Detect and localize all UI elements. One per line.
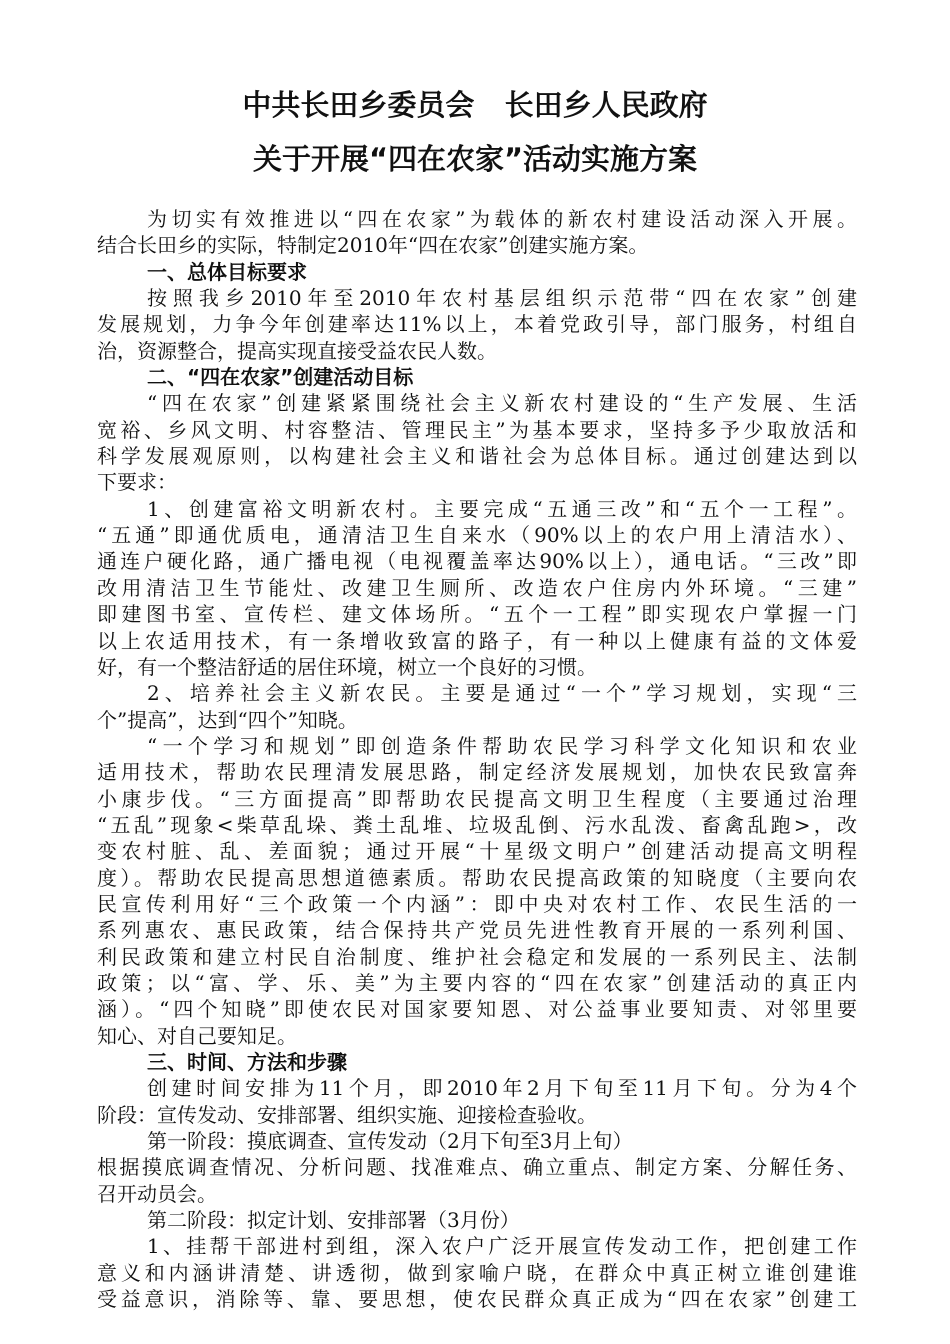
section-heading: 一、总体目标要求 <box>147 259 307 284</box>
body-text-line: 涵）。“四个知晓”即使农民对国家要知恩、对公益事业要知责、对邻里要 <box>97 997 857 1022</box>
body-text-line: 小康步伐。“三方面提高”即帮助农民提高文明卫生程度（主要通过治理 <box>97 786 857 811</box>
body-text-line: 利民政策和建立村民自治制度、维护社会稳定和发展的一系列民主、法制 <box>97 944 857 969</box>
body-text-line: 变农村脏、乱、差面貌；通过开展“十星级文明户”创建活动提高文明程 <box>97 839 857 864</box>
body-text-line: 度）。帮助农民提高思想道德素质。帮助农民提高政策的知晓度（主要向农 <box>97 865 857 890</box>
body-text-line: 个”提高”，达到“四个”知晓。 <box>97 707 358 732</box>
body-text-line: 治，资源整合，提高实现直接受益农民人数。 <box>97 338 497 363</box>
body-text-line: 1、创建富裕文明新农村。主要完成“五通三改”和“五个一工程”。 <box>147 496 857 521</box>
body-text-line: 下要求： <box>97 470 177 495</box>
body-text-line: 以上农适用技术，有一条增收致富的路子，有一种以上健康有益的文体爱 <box>97 628 857 653</box>
body-text-line: 发展规划，力争今年创建率达11%以上，本着党政引导，部门服务，村组自 <box>97 312 857 337</box>
body-text-line: “五乱”现象<柴草乱垛、粪土乱堆、垃圾乱倒、污水乱泼、畜禽乱跑>，改 <box>97 812 857 837</box>
body-text-line: 2、培养社会主义新农民。主要是通过“一个”学习规划，实现“三 <box>147 681 857 706</box>
body-text-line: 好，有一个整洁舒适的居住环境，树立一个良好的习惯。 <box>97 654 597 679</box>
body-text-line: 适用技术，帮助农民理清发展思路，制定经济发展规划，加快农民致富奔 <box>97 760 857 785</box>
body-text-line: 第二阶段：拟定计划、安排部署（3月份） <box>147 1208 520 1233</box>
body-text-line: 创建时间安排为11个月，即2010年2月下旬至11月下旬。分为4个 <box>147 1076 857 1101</box>
document-body <box>97 206 857 1312</box>
body-text-line: 科学发展观原则，以构建社会主义和谐社会为总体目标。通过创建达到以 <box>97 444 857 469</box>
body-text-line: 按照我乡2010年至2010年农村基层组织示范带“四在农家”创建 <box>147 286 857 311</box>
body-text-line: 受益意识，消除等、靠、要思想，使农民群众真正成为“四在农家”创建工 <box>97 1287 857 1312</box>
body-text-line: 改用清洁卫生节能灶、改建卫生厕所、改造农户住房内外环境。“三建” <box>97 575 857 600</box>
section-heading: 二、“四在农家”创建活动目标 <box>147 365 414 390</box>
body-text-line: 即建图书室、宣传栏、建文体场所。“五个一工程”即实现农户掌握一门 <box>97 602 857 627</box>
body-text-line: 第一阶段：摸底调查、宣传发动（2月下旬至3月上旬） <box>147 1129 633 1154</box>
body-text-line: 宽裕、乡风文明、村容整洁、管理民主”为基本要求，坚持多予少取放活和 <box>97 417 857 442</box>
body-text-line: 意义和内涵讲清楚、讲透彻，做到家喻户晓，在群众中真正树立谁创建谁 <box>97 1260 857 1285</box>
document-title-line-2: 关于开展“四在农家”活动实施方案 <box>252 142 698 176</box>
body-text-line: 通连户硬化路，通广播电视（电视覆盖率达90%以上），通电话。“三改”即 <box>97 549 857 574</box>
document-title-line-1: 中共长田乡委员会 长田乡人民政府 <box>242 88 708 122</box>
body-text-line: 根据摸底调查情况、分析问题、找准难点、确立重点、制定方案、分解任务、 <box>97 1155 857 1180</box>
body-text-line: 为切实有效推进以“四在农家”为载体的新农村建设活动深入开展。 <box>147 207 857 231</box>
body-text-line: 结合长田乡的实际，特制定2010年“四在农家”创建实施方案。 <box>97 233 649 258</box>
body-text-line: “一个学习和规划”即创造条件帮助农民学习科学文化知识和农业 <box>147 733 857 758</box>
body-text-line: 政策；以“富、学、乐、美”为主要内容的“四在农家”创建活动的真正内 <box>97 970 857 995</box>
body-text-line: “四在农家”创建紧紧围绕社会主义新农村建设的“生产发展、生活 <box>147 391 857 416</box>
body-text-line: 召开动员会。 <box>97 1181 217 1206</box>
body-text-line: 系列惠农、惠民政策，结合保持共产党员先进性教育开展的一系列利国、 <box>97 918 857 943</box>
body-text-line: 1、挂帮干部进村到组，深入农户广泛开展宣传发动工作，把创建工作 <box>147 1234 857 1259</box>
body-text-line: 阶段：宣传发动、安排部署、组织实施、迎接检查验收。 <box>97 1102 597 1127</box>
body-text-line: 知心、对自己要知足。 <box>97 1023 297 1048</box>
body-text-line: “五通”即通优质电，通清洁卫生自来水（90%以上的农户用上清洁水）、 <box>97 523 857 548</box>
section-heading: 三、时间、方法和步骤 <box>147 1050 347 1074</box>
body-text-line: 民宣传利用好“三个政策一个内涵”：即中央对农村工作、农民生活的一 <box>97 891 857 916</box>
